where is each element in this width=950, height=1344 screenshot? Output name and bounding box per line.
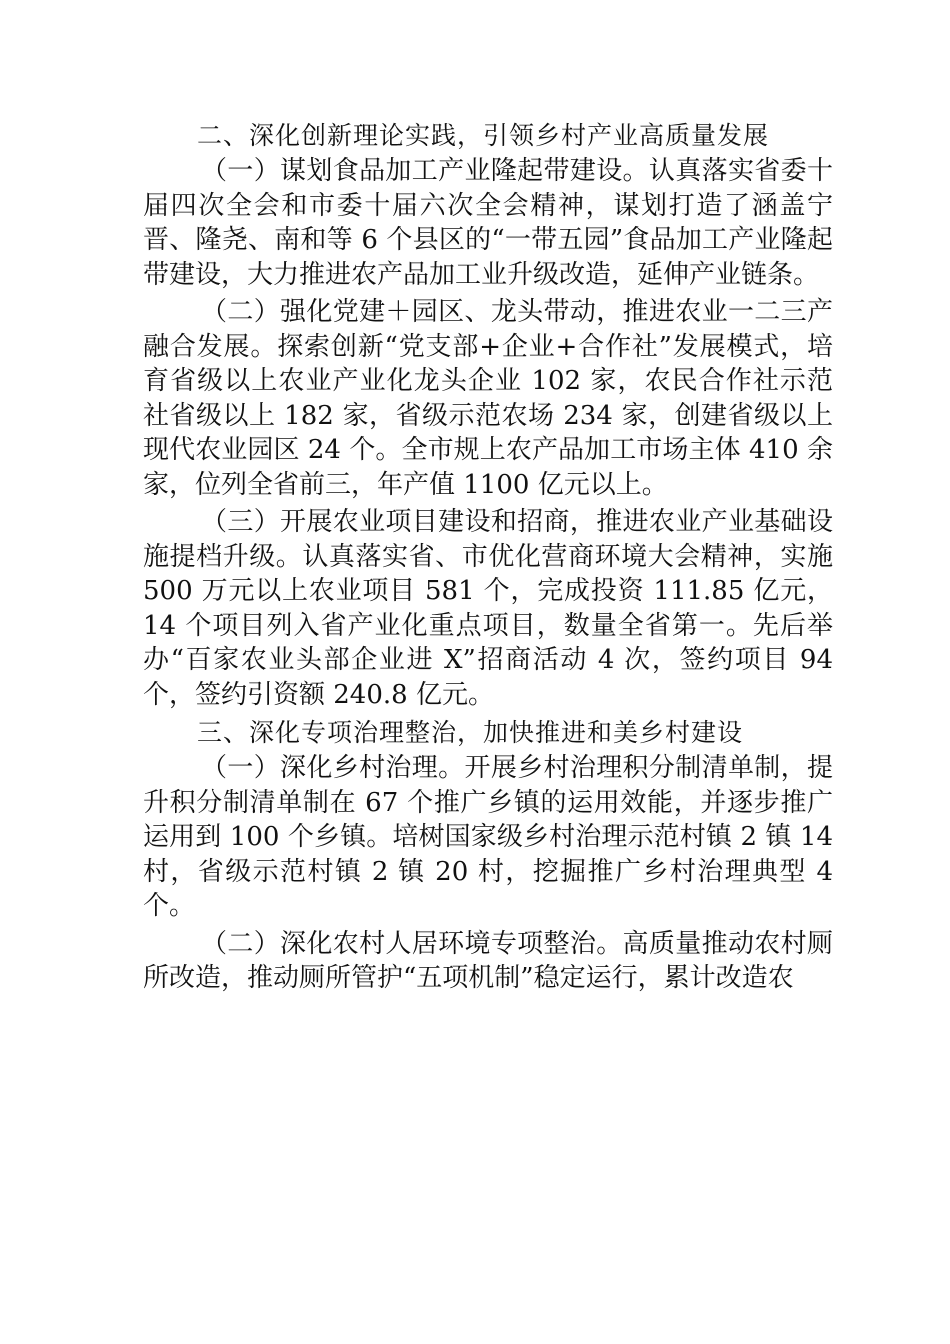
section-2-paragraph-1: （一）谋划食品加工产业隆起带建设。认真落实省委十届四次全会和市委十届六次全会精神，谋划打造了涵盖宁晋、隆尧、南和等 6 个县区的“一带五园”食品加工产业隆起带建设，大力推进农产品加工业升级改造，延伸产业链条。: [143, 156, 833, 290]
section-3-paragraph-1: （一）深化乡村治理。开展乡村治理积分制清单制，提升积分制清单制在 67 个推广乡镇的运用效能，并逐步推广运用到 100 个乡镇。培树国家级乡村治理示范村镇 2 镇 14 村，省级示范村镇 2 镇 20 村，挖掘推广乡村治理典型 4 个。: [143, 753, 833, 921]
section-2-heading: 二、深化创新理论实践，引领乡村产业高质量发展: [197, 121, 770, 150]
document-body: [143, 118, 833, 999]
section-3-heading: 三、深化专项治理整治，加快推进和美乡村建设: [197, 718, 744, 747]
section-2-paragraph-2: （二）强化党建＋园区、龙头带动，推进农业一二三产融合发展。探索创新“党支部+企业+合作社”发展模式，培育省级以上农业产业化龙头企业 102 家，农民合作社示范社省级以上 182 家，省级示范农场 234 家，创建省级以上现代农业园区 24 个。全市规上农产品加工市场主体 410 余家，位列全省前三，年产值 1100 亿元以上。: [143, 297, 833, 500]
section-3-paragraph-2: （二）深化农村人居环境专项整治。高质量推动农村厕所改造，推动厕所管护“五项机制”稳定运行，累计改造农: [143, 928, 833, 993]
section-2-paragraph-3: （三）开展农业项目建设和招商，推进农业产业基础设施提档升级。认真落实省、市优化营商环境大会精神，实施 500 万元以上农业项目 581 个，完成投资 111.85 亿元，14 个项目列入省产业化重点项目，数量全省第一。先后举办“百家农业头部企业进 X”招商活动 4 次，签约项目 94 个，签约引资额 240.8 亿元。: [143, 507, 833, 710]
